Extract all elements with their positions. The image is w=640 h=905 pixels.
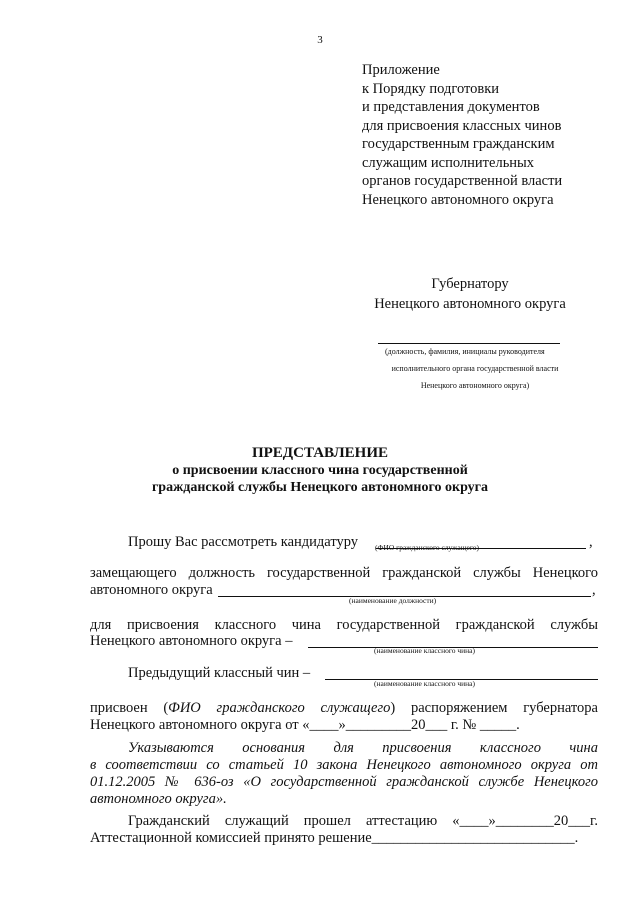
addressee-caption2: исполнительного органа государственной власти (391, 364, 559, 373)
appendix-line: к Порядку подготовки (362, 80, 500, 97)
assign-line1: для присвоения классного чина государственной гражданской службы (90, 617, 598, 633)
appendix-line: и представления документов (362, 99, 540, 115)
request-comma: , (589, 534, 593, 550)
caption-rank: (наименование классного чина) (374, 646, 475, 655)
assigned-text-a: присвоен ( (90, 700, 169, 716)
appendix-line: Приложение (362, 62, 440, 78)
attest-line2: Аттестационной комиссией принято решение____________________________. (90, 830, 579, 846)
addressee-caption3: Ненецкого автономного округа) (420, 381, 530, 390)
position-comma: , (592, 582, 596, 598)
assigned-line1 (90, 700, 598, 717)
addressee-block (340, 274, 600, 314)
addressee-caption1: (должность, фамилия, инициалы руководителя (385, 347, 545, 356)
addressee-signature-line (378, 343, 560, 344)
assigned-text-b: ) распоряжением губернатора (390, 700, 598, 716)
position-field-line[interactable] (218, 582, 591, 597)
appendix-line: служащим исполнительных (362, 154, 535, 171)
addressee-line1: Губернатору (431, 276, 509, 292)
document-title: ПРЕДСТАВЛЕНИЕ (251, 445, 389, 461)
caption-fio: (ФИО гражданского служащего) (375, 543, 479, 552)
page-number: 3 (317, 34, 323, 46)
caption-position: (наименование должности) (349, 596, 437, 605)
assigned-line2: Ненецкого автономного округа от «____»_________20___ г. № _____. (90, 717, 520, 733)
position-line2: автономного округа (90, 582, 213, 598)
appendix-line: органов государственной власти (362, 173, 563, 189)
basis-line1: Указываются основания для присвоения классного чина (128, 740, 598, 756)
assigned-fio-italic: ФИО гражданского служащего (168, 700, 391, 716)
basis-line4: автономного округа». (90, 791, 227, 807)
document-subtitle-line1: о присвоении классного чина государственной (172, 463, 468, 478)
addressee-line2: Ненецкого автономного округа (374, 296, 566, 312)
request-text: Прошу Вас рассмотреть кандидатуру (128, 534, 359, 550)
attest-line1: Гражданский служащий прошел аттестацию «____»________20___г. (128, 813, 598, 829)
position-line1: замещающего должность государственной гражданской службы Ненецкого (90, 565, 598, 581)
caption-prev-rank: (наименование классного чина) (374, 679, 475, 688)
appendix-line: государственным гражданским (362, 136, 555, 152)
appendix-header (362, 61, 562, 209)
document-subtitle-line2: гражданской службы Ненецкого автономного округа (151, 480, 489, 495)
prev-rank-field-line[interactable] (325, 665, 598, 680)
appendix-line: для присвоения классных чинов (362, 117, 562, 134)
prev-rank-label: Предыдущий классный чин – (128, 665, 311, 681)
assign-line2: Ненецкого автономного округа – (90, 633, 293, 649)
basis-line3: 01.12.2005 № 636-оз «О государственной гражданской службе Ненецкого (90, 774, 598, 790)
appendix-line: Ненецкого автономного округа (362, 191, 554, 208)
basis-line2: в соответствии со статьей 10 закона Ненецкого автономного округа от (90, 757, 598, 773)
